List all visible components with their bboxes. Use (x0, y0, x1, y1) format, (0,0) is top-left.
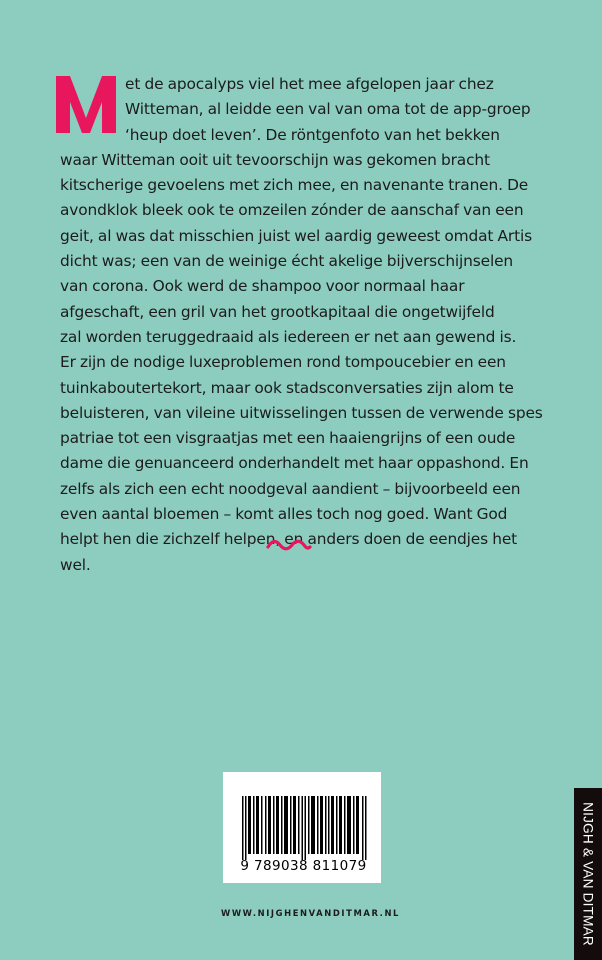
blurb-line: Er zijn de nodige luxeproblemen rond tompoucebier en een (60, 353, 506, 372)
publisher-name: NIJGH & VAN DITMAR (580, 802, 596, 946)
back-cover-blurb (60, 72, 560, 578)
blurb-line: ‘heup doet leven’. De röntgenfoto van het bekken (125, 125, 500, 144)
blurb-line: Witteman, al leidde een val van oma tot de app-groep (125, 100, 531, 119)
blurb-line: wel. (60, 555, 91, 574)
blurb-line: dicht was; een van de weinige écht akelige bijverschijnselen (60, 252, 514, 271)
blurb-line: beluisteren, van vileine uitwisselingen tussen de verwende spes (60, 403, 543, 422)
wave-squiggle-icon (266, 537, 312, 551)
blurb-line: zal worden teruggedraaid als iedereen er net aan gewend is. (60, 327, 517, 346)
barcode-bars-icon (242, 796, 367, 860)
blurb-line: et de apocalyps viel het mee afgelopen jaar chez (125, 75, 494, 93)
blurb-line: patriae tot een visgraatjas met een haaiengrijns of een oude (60, 429, 516, 448)
blurb-line: waar Witteman ooit uit tevoorschijn was gekomen bracht (60, 150, 490, 169)
blurb-line: avondklok bleek ook te omzeilen zónder de aanschaf van een (60, 201, 524, 220)
blurb-line: zelfs als zich een echt noodgeval aandient – bijvoorbeeld een (60, 479, 521, 498)
blurb-line: even aantal bloemen – komt alles toch nog goed. Want God (60, 505, 508, 524)
publisher-website: WWW.NIJGHENVANDITMAR.NL (221, 908, 400, 918)
blurb-line: helpt hen die zichzelf helpen, en anders doen de eendjes het (60, 530, 518, 549)
blurb-line: geit, al was dat misschien juist wel aardig geweest omdat Artis (60, 226, 532, 245)
blurb-line: dame die genuanceerd onderhandelt met haar oppashond. En (60, 454, 529, 473)
blurb-line: afgeschaft, een gril van het grootkapitaal die ongetwijfeld (60, 302, 495, 321)
isbn-number: 9 789038 811079 (240, 858, 367, 874)
blurb-line: kitscherige gevoelens met zich mee, en navenante tranen. De (60, 176, 529, 195)
barcode (223, 772, 381, 883)
blurb-line: tuinkaboutertekort, maar ook stadsconversaties zijn alom te (60, 378, 514, 397)
publisher-logo-tab (574, 788, 602, 960)
blurb-line: van corona. Ook werd de shampoo voor normaal haar (60, 277, 465, 296)
